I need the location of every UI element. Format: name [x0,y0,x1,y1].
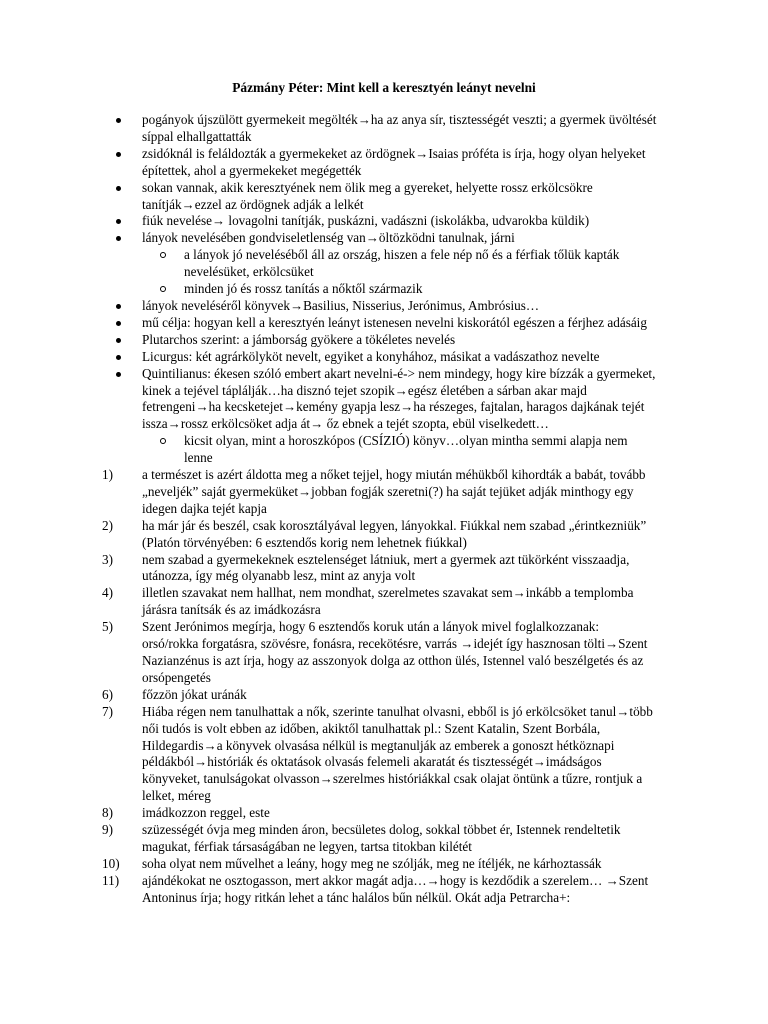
bullet-item [112,213,657,230]
document-title: Pázmány Péter: Mint kell a keresztyén leányt nevelni [232,80,536,95]
item-text: soha olyat nem művelhet a leány, hogy meg ne szólják, meg ne ítéljék, ne kárhoztassák [142,855,602,871]
item-text: lányok neveléséről könyvek→Basilius, Nisserius, Jerónimus, Ambrósius… [142,297,540,313]
item-number: 6) [102,686,113,702]
numbered-item [102,805,657,822]
item-text: Szent Jerónimos megírja, hogy 6 esztendős koruk után a lányok mivel foglalkozzanak: orsó/rokka forgatásra, szövésre, fonásra, recekötésre, varrás →idejét így hasznosan tölti→Szent Nazianzénus is azt írja, hogy az asszonyok dolga az otthon ülés, Istennel való beszélgetés és az orsópengetés [142,619,648,685]
numbered-item [102,703,657,805]
item-text: Plutarchos szerint: a jámborság gyökere a tökéletes nevelés [142,331,456,347]
item-number: 7) [102,703,113,719]
item-text: ajándékokat ne osztogasson, mert akkor magát adja…→hogy is kezdődik a szerelem… →Szent Antoninus írja; hogy ritkán lehet a tánc halálos bűn nélkül. Okát adja Petrarcha+: [142,872,649,905]
bullet-item [112,230,657,247]
item-number: 8) [102,805,113,821]
item-text: kicsit olyan, mint a horoszkópos (CSÍZIÓ) könyv…olyan mintha semmi alapja nem lenne [184,433,628,466]
bullet-item [112,180,657,214]
item-number: 2) [102,517,113,533]
bullet-item [112,298,657,315]
item-text: Hiába régen nem tanulhattak a nők, szerinte tanulhat olvasni, ebből is jó erkölcsöket tanul→több női tudós is volt ebben az időben, akiktől tanulhattak pl.: Szent Katalin, Szent Borbála, Hildegardis→a könyvek olvasása nélkül is megtanulják az emberek a gonoszt hétköznapi példákból→históriák és oktatások olvasás felemeli akaratát és tisztességét→imádságos könyveket, tanulságokat olvasson→szerelmes históriákkal csak olajat öntünk a tűzre, rontjuk a lelket, méreg [142,703,653,804]
numbered-item [102,619,657,687]
sub-bullet-item [112,247,657,281]
numbered-item [102,686,657,704]
sub-bullet-item [112,433,657,467]
item-number: 9) [102,822,113,838]
item-number: 11) [102,872,120,888]
numbered-item [102,517,657,552]
sub-bullet-item [112,281,657,298]
item-number: 10) [102,855,120,871]
item-text: minden jó és rossz tanítás a nőktől származik [184,281,423,297]
item-number: 5) [102,619,113,635]
item-text: pogányok újszülött gyermekeit megölték→ha az anya sír, tisztességét veszti; a gyermek üvöltését síppal elhallgattatták [142,112,657,144]
document-body [102,112,657,907]
item-text: főzzön jókat uránák [142,686,247,702]
bullet-item [112,349,657,366]
item-number: 4) [102,585,113,601]
numbered-item [102,872,657,907]
item-text: a lányok jó neveléséből áll az ország, hiszen a fele nép nő és a férfiak tőlük kapták nevelésüket, erkölcsüket [184,247,620,280]
bullet-item [112,315,657,332]
item-text: sokan vannak, akik keresztyének nem ölik meg a gyereket, helyette rossz erkölcsökre tanítják→ezzel az ördögnek adják a lelkét [142,179,593,212]
item-text: fiúk nevelése→ lovagolni tanítják, puskázni, vadászni (iskolákba, udvarokba küldik) [142,213,590,229]
item-text: szüzességét óvja meg minden áron, becsületes dolog, sokkal többet ér, Istennek rendeltetik magukat, férfiak társaságában ne legyen, tartsa titokban kilétét [142,822,621,854]
item-text: nem szabad a gyermekeknek esztelenséget látniuk, mert a gyermek azt tükörként visszaadja, utánozza, így még olyanabb lesz, mint az anyja volt [142,551,630,584]
item-text: a természet is azért áldotta meg a nőket tejjel, hogy miután méhükből kihordták a babát, tovább „neveljék” saját gyermeküket→jobban fogják szeretni(?) ha saját tejüket adják minthogy egy idegen dajka tejét kapja [142,467,646,516]
item-text: Quintilianus: ékesen szóló embert akart nevelni-é-> nem mindegy, hogy kire bízzák a gyermeket, kinek a tejével táplálják…ha disznó tejet szopik→egész életében a sárban akar majd fetrengeni→ha kecsketejet→kemény gyapja lesz→ha részeges, fajtalan, haragos dajkának tejét issza→rossz erkölcsöket adja át→ őz ebnek a tejét szopta, ebül viselkedett… [142,365,656,432]
numbered-item [102,467,657,518]
item-text: ha már jár és beszél, csak korosztályával legyen, lányokkal. Fiúkkal nem szabad „érintkezniük” (Platón törvényében: 6 esztendős korig nem lehetnek fiúkkal) [142,517,647,550]
item-number: 1) [102,467,113,483]
numbered-item [102,855,657,873]
item-number: 3) [102,551,113,567]
numbered-item [102,822,657,856]
item-text: mű célja: hogyan kell a keresztyén leányt istenesen nevelni kiskorától egészen a férjhez adásáig [142,314,647,330]
item-text: zsidóknál is feláldozták a gyermekeket az ördögnek→Isaias próféta is írja, hogy olyan helyeket építettek, ahol a gyermekeket megégették [142,145,646,178]
item-text: imádkozzon reggel, este [142,805,270,821]
bullet-item [112,332,657,349]
numbered-item [102,551,657,586]
item-text: lányok nevelésében gondviseletlenség van→öltözködni tanulnak, járni [142,230,515,246]
bullet-item [112,366,657,434]
item-text: illetlen szavakat nem hallhat, nem mondhat, szerelmetes szavakat sem→inkább a templomba járásra tanítsák és az imádkozásra [142,585,634,618]
bullet-item [112,112,657,146]
item-text: Licurgus: két agrárkölyköt nevelt, egyiket a konyhához, másikat a vadászathoz nevelte [142,348,600,364]
bullet-item [112,146,657,180]
numbered-item [102,585,657,619]
